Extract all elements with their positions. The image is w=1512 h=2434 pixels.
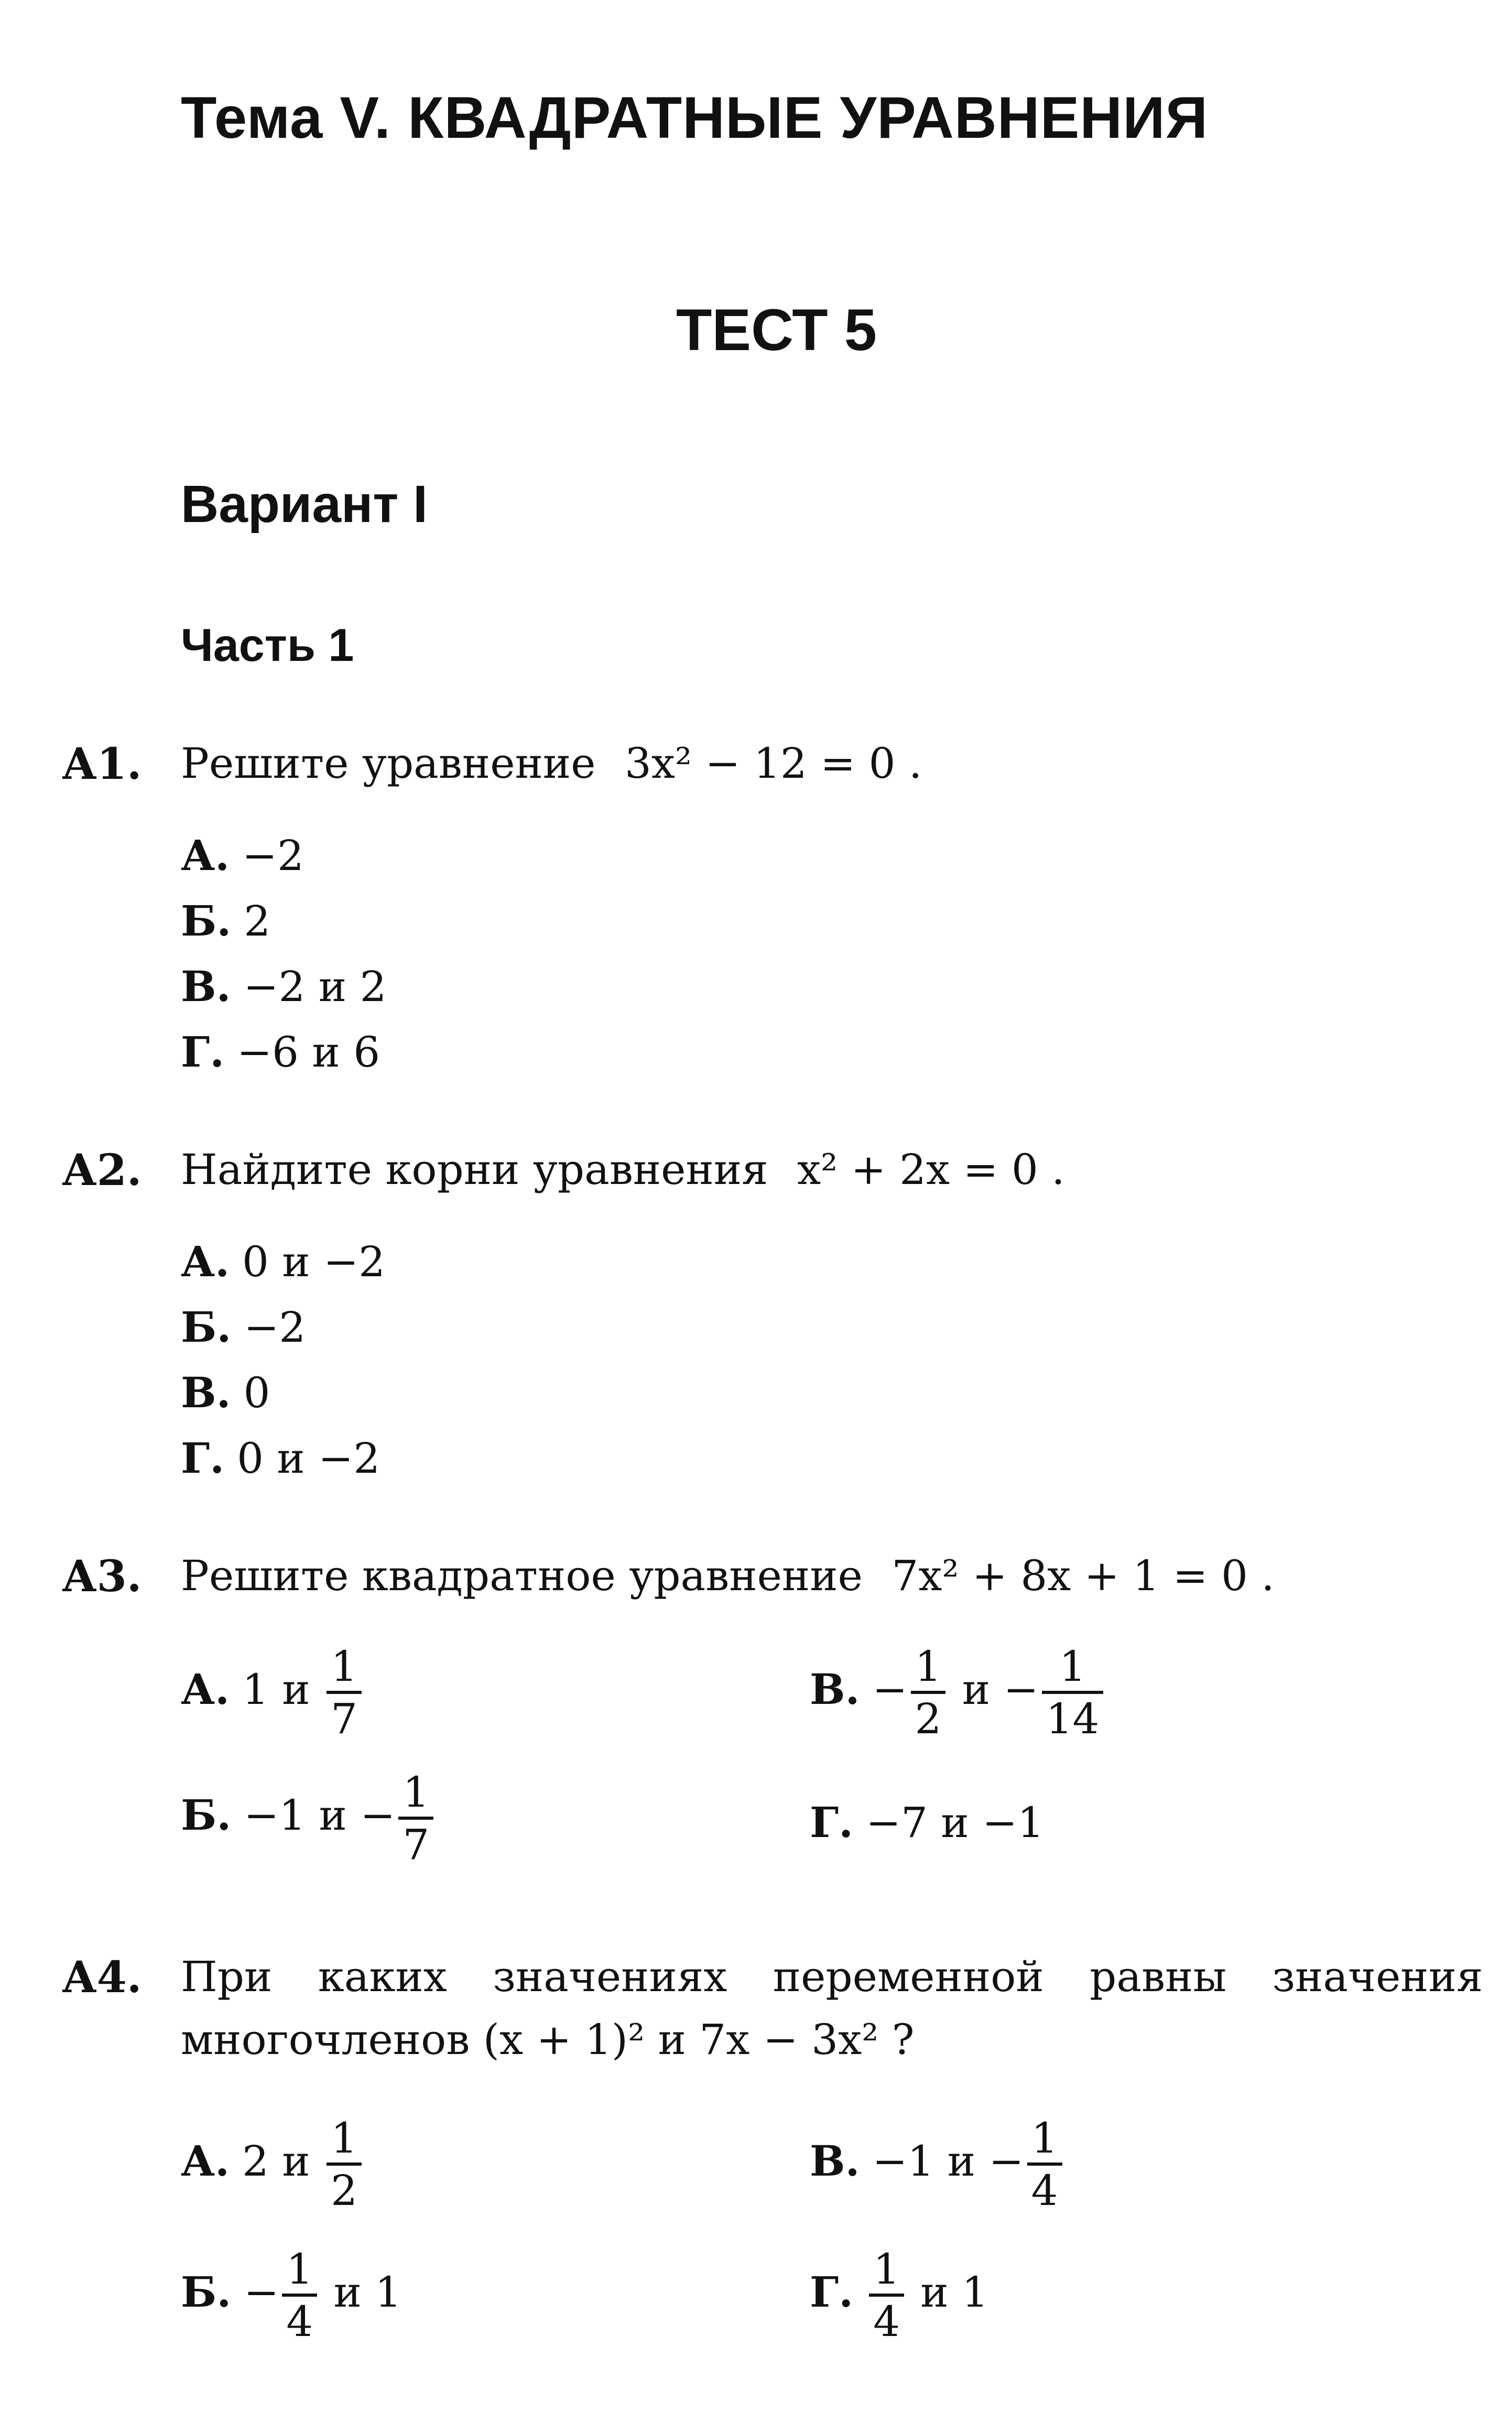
test-title: ТЕСТ 5: [676, 297, 877, 363]
question-prompt: Найдите корни уравнения: [181, 1145, 768, 1194]
question-text: [181, 739, 922, 788]
answer-option[interactable]: [810, 1798, 1044, 1847]
option-letter: Б.: [181, 1790, 232, 1840]
option-letter: Г.: [810, 2267, 854, 2317]
fraction: $\frac{1}{2}$: [911, 1646, 946, 1740]
question-prompt: Решите уравнение: [181, 739, 596, 788]
option-value: 0 и −2: [237, 1434, 380, 1483]
option-value: 0 и −2: [242, 1237, 386, 1286]
answer-option[interactable]: [181, 1027, 380, 1077]
option-letter: Б.: [181, 1302, 232, 1352]
answer-option[interactable]: Г. $\frac{1}{4}$ и 1: [810, 2245, 989, 2346]
question-number: А2.: [62, 1145, 142, 1196]
question-number: А4.: [62, 1952, 142, 2003]
question-text-line: многочленов (x + 1)² и 7x − 3x² ?: [181, 2015, 915, 2064]
option-value: −2 и 2: [243, 962, 387, 1011]
equation: 7x² + 8x + 1 = 0 .: [891, 1551, 1275, 1600]
option-letter: А.: [181, 831, 230, 880]
equation: x² + 2x = 0 .: [797, 1145, 1065, 1194]
option-letter: Б.: [181, 2267, 232, 2317]
answer-option[interactable]: [181, 962, 386, 1011]
fraction: $\frac{1}{7}$: [398, 1772, 433, 1866]
answer-option[interactable]: В. − $\frac{1}{2}$ и − $\frac{1}{14}$: [810, 1646, 1106, 1740]
fraction: $\frac{1}{4}$: [869, 2248, 904, 2343]
option-value: 2: [244, 897, 271, 946]
option-letter: В.: [181, 1368, 231, 1417]
answer-option[interactable]: В. −1 и − $\frac{1}{4}$: [810, 2117, 1065, 2212]
variant-title: Вариант I: [181, 475, 428, 534]
answer-option[interactable]: [181, 1368, 270, 1417]
option-letter: В.: [181, 962, 231, 1011]
option-letter: В.: [810, 1665, 860, 1714]
equation: 3x² − 12 = 0 .: [625, 739, 922, 788]
answer-option[interactable]: Б. − $\frac{1}{4}$ и 1: [181, 2245, 402, 2346]
option-letter: Г.: [810, 1798, 854, 1847]
answer-option[interactable]: А. 2 и $\frac{1}{2}$: [181, 2117, 365, 2212]
option-value: 0: [243, 1368, 270, 1417]
option-letter: А.: [181, 1237, 230, 1286]
question-text: [181, 1551, 1275, 1600]
question-number: А3.: [62, 1551, 142, 1602]
question-text-line: [181, 1952, 1502, 2001]
question-number: А1.: [62, 739, 142, 789]
answer-option[interactable]: [181, 1433, 380, 1483]
option-value: −2: [244, 1303, 306, 1352]
fraction: $\frac{1}{7}$: [327, 1646, 362, 1740]
option-value: −7 и −1: [866, 1798, 1045, 1847]
fraction: $\frac{1}{14}$: [1042, 1646, 1104, 1740]
option-letter: А.: [181, 1665, 230, 1714]
option-letter: Г.: [181, 1433, 225, 1483]
part-title: Часть 1: [181, 619, 354, 671]
answer-option[interactable]: [181, 831, 304, 880]
question-prompt: При каких значениях переменной равны значения: [181, 1952, 1483, 2001]
option-letter: Б.: [181, 896, 232, 946]
fraction: $\frac{1}{2}$: [327, 2117, 362, 2212]
fraction: $\frac{1}{4}$: [1027, 2117, 1062, 2212]
option-letter: Г.: [181, 1027, 225, 1077]
fraction: $\frac{1}{4}$: [282, 2248, 317, 2343]
answer-option[interactable]: [181, 896, 270, 946]
option-value: −6 и 6: [237, 1028, 380, 1077]
question-text: [181, 1145, 1065, 1194]
answer-option[interactable]: [181, 1237, 385, 1286]
answer-option[interactable]: А. 1 и $\frac{1}{7}$: [181, 1646, 365, 1740]
answer-option[interactable]: Б. −1 и − $\frac{1}{7}$: [181, 1772, 437, 1866]
option-letter: В.: [810, 2136, 860, 2186]
question-prompt: Решите квадратное уравнение: [181, 1551, 863, 1600]
topic-title: Тема V. КВАДРАТНЫЕ УРАВНЕНИЯ: [181, 85, 1209, 150]
option-value: −2: [242, 831, 304, 880]
option-letter: А.: [181, 2136, 230, 2186]
answer-option[interactable]: [181, 1302, 306, 1352]
